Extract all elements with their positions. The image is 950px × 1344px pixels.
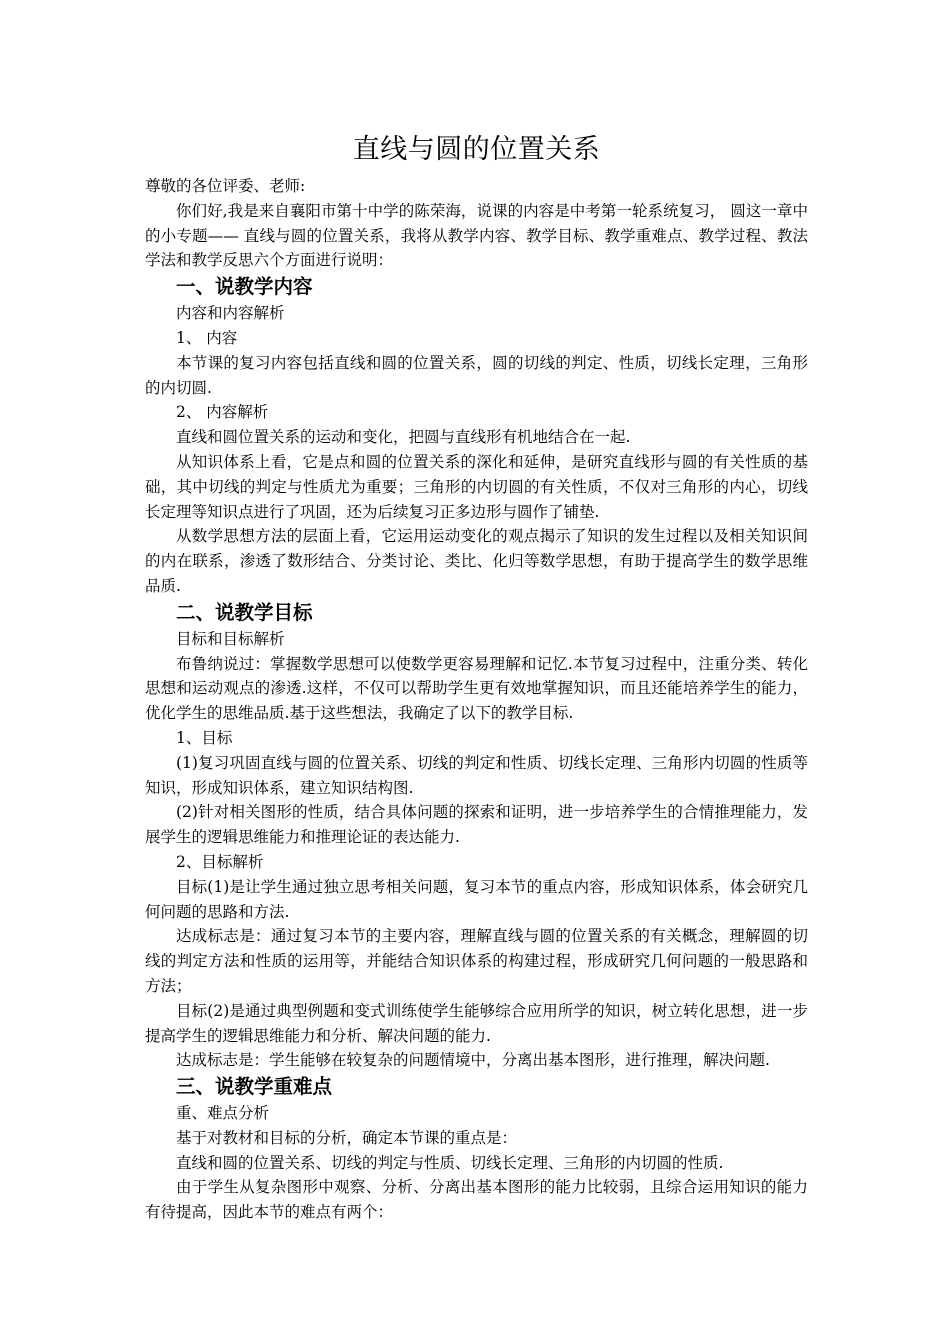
section-heading-content: 一、说教学内容 [176, 275, 313, 299]
paragraph: 重、难点分析 [176, 1104, 270, 1123]
paragraph: 从数学思想方法的层面上看，它运用运动变化的观点揭示了知识的发生过程以及相关知识间的内在联系，渗透了数形结合、分类讨论、类比、化归等数学思想，有助于提高学生的数学思维品质. [145, 527, 808, 595]
paragraph: 目标和目标解析 [176, 629, 285, 648]
document-title: 直线与圆的位置关系 [352, 134, 601, 165]
paragraph: (2)针对相关图形的性质，结合具体问题的探索和证明，进一步培养学生的合情推理能力，发展学生的逻辑思维能力和推理论证的表达能力. [145, 803, 808, 847]
paragraph: 2、 内容解析 [176, 403, 269, 422]
paragraph: 1、 内容 [176, 328, 238, 347]
paragraph: 达成标志是：通过复习本节的主要内容，理解直线与圆的位置关系的有关概念，理解圆的切线的判定方法和性质的运用等，并能结合知识体系的构建过程，形成研究几何问题的一般思路和方法； [145, 927, 808, 995]
section-heading-key-points: 三、说教学重难点 [176, 1075, 333, 1099]
paragraph: 直线和圆位置关系的运动和变化，把圆与直线形有机地结合在一起. [176, 428, 631, 447]
paragraph: 2、目标解析 [176, 852, 264, 871]
paragraph: 达成标志是：学生能够在较复杂的问题情境中，分离出基本图形，进行推理，解决问题. [176, 1051, 770, 1070]
section-heading-goals: 二、说教学目标 [176, 600, 313, 624]
paragraph: 内容和内容解析 [176, 304, 285, 323]
paragraph: 直线和圆的位置关系、切线的判定与性质、切线长定理、三角形的内切圆的性质. [176, 1153, 724, 1172]
paragraph: 本节课的复习内容包括直线和圆的位置关系，圆的切线的判定、性质，切线长定理，三角形的内切圆. [145, 353, 808, 397]
intro-paragraph: 你们好,我是来自襄阳市第十中学的陈荣海，说课的内容是中考第一轮系统复习， 圆这一章中的小专题—— 直线与圆的位置关系，我将从教学内容、教学目标、教学重难点、教学过程、教法学法和教学反思六个方面进行说明： [145, 201, 808, 270]
paragraph: 由于学生从复杂图形中观察、分析、分离出基本图形的能力比较弱，且综合运用知识的能力有待提高，因此本节的难点有两个： [145, 1178, 808, 1222]
paragraph: 基于对教材和目标的分析，确定本节课的重点是： [176, 1128, 518, 1147]
paragraph: 布鲁纳说过：掌握数学思想可以使数学更容易理解和记忆.本节复习过程中，注重分类、转化思想和运动观点的渗透.这样，不仅可以帮助学生更有效地掌握知识，而且还能培养学生的能力，优化学生的思维品质.基于这些想法，我确定了以下的教学目标. [145, 654, 808, 723]
paragraph: (1)复习巩固直线与圆的位置关系、切线的判定和性质、切线长定理、三角形内切圆的性质等知识，形成知识体系，建立知识结构图. [145, 753, 808, 797]
paragraph: 1、目标 [176, 728, 233, 747]
paragraph: 从知识体系上看，它是点和圆的位置关系的深化和延伸，是研究直线形与圆的有关性质的基础，其中切线的判定与性质尤为重要；三角形的内切圆的有关性质，不仅对三角形的内心，切线长定理等知识点进行了巩固，还为后续复习正多边形与圆作了铺垫. [145, 452, 808, 521]
salutation: 尊敬的各位评委、老师: [145, 177, 306, 195]
paragraph: 目标(1)是让学生通过独立思考相关问题，复习本节的重点内容，形成知识体系，体会研究几何问题的思路和方法. [145, 877, 808, 921]
paragraph: 目标(2)是通过典型例题和变式训练使学生能够综合应用所学的知识，树立转化思想，进一步提高学生的逻辑思维能力和分析、解决问题的能力. [145, 1001, 808, 1045]
